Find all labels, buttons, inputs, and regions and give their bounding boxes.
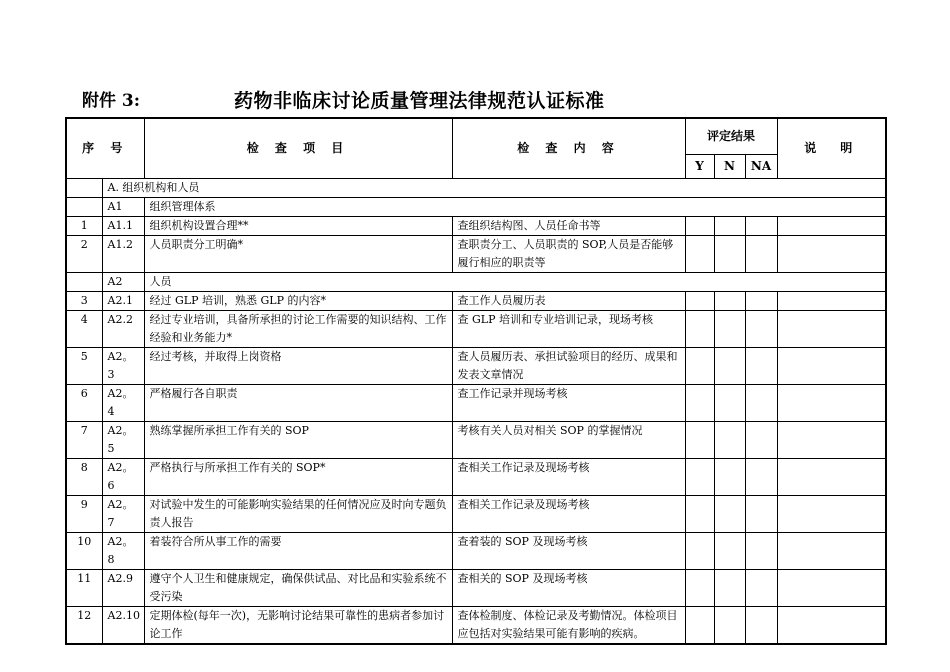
result-y-cell[interactable] <box>685 458 714 495</box>
attachment-label: 附件 3: <box>82 91 141 111</box>
table-row <box>66 606 886 644</box>
row-code: A2。4 <box>102 384 144 421</box>
row-number: 11 <box>66 569 102 606</box>
row-code: A2。3 <box>102 347 144 384</box>
result-y-cell[interactable] <box>685 569 714 606</box>
result-n-cell[interactable] <box>714 606 745 644</box>
row-number: 10 <box>66 532 102 569</box>
row-content: 查着装的 SOP 及现场考核 <box>452 532 685 569</box>
document-title: 药物非临床讨论质量管理法律规范认证标准 <box>234 90 605 112</box>
result-na-cell[interactable] <box>745 291 777 310</box>
checklist-table <box>65 117 887 645</box>
result-na-cell[interactable] <box>745 569 777 606</box>
blank-cell <box>66 178 102 197</box>
result-n-cell[interactable] <box>714 291 745 310</box>
row-content: 查人员履历表、承担试验项目的经历、成果和发表文章情况 <box>452 347 685 384</box>
blank-cell <box>66 197 102 216</box>
row-number: 12 <box>66 606 102 644</box>
row-content: 查相关工作记录及现场考核 <box>452 495 685 532</box>
result-n-cell[interactable] <box>714 458 745 495</box>
subsection-title: 人员 <box>144 272 886 291</box>
table-row <box>66 421 886 458</box>
row-item: 着装符合所从事工作的需要 <box>144 532 452 569</box>
table-row <box>66 458 886 495</box>
header-item: 检 查 项 目 <box>144 118 452 178</box>
note-cell[interactable] <box>777 458 886 495</box>
result-n-cell[interactable] <box>714 384 745 421</box>
table-row <box>66 569 886 606</box>
row-content: 查 GLP 培训和专业培训记录，现场考核 <box>452 310 685 347</box>
row-item: 经过 GLP 培训，熟悉 GLP 的内容* <box>144 291 452 310</box>
row-item: 组织机构设置合理** <box>144 216 452 235</box>
row-content: 考核有关人员对相关 SOP 的掌握情况 <box>452 421 685 458</box>
row-code: A2.2 <box>102 310 144 347</box>
table-body <box>66 178 886 644</box>
note-cell[interactable] <box>777 421 886 458</box>
result-na-cell[interactable] <box>745 310 777 347</box>
result-na-cell[interactable] <box>745 532 777 569</box>
result-y-cell[interactable] <box>685 235 714 272</box>
result-n-cell[interactable] <box>714 310 745 347</box>
result-y-cell[interactable] <box>685 347 714 384</box>
blank-cell <box>66 272 102 291</box>
row-number: 4 <box>66 310 102 347</box>
row-code: A2。7 <box>102 495 144 532</box>
row-number: 3 <box>66 291 102 310</box>
row-number: 7 <box>66 421 102 458</box>
note-cell[interactable] <box>777 235 886 272</box>
result-y-cell[interactable] <box>685 384 714 421</box>
row-content: 查工作人员履历表 <box>452 291 685 310</box>
subsection-code: A1 <box>102 197 144 216</box>
note-cell[interactable] <box>777 606 886 644</box>
section-title: A. 组织机构和人员 <box>102 178 886 197</box>
subsection-row <box>66 197 886 216</box>
result-na-cell[interactable] <box>745 458 777 495</box>
result-na-cell[interactable] <box>745 216 777 235</box>
note-cell[interactable] <box>777 495 886 532</box>
header-note: 说 明 <box>777 118 886 178</box>
row-number: 2 <box>66 235 102 272</box>
header-result: 评定结果 <box>685 118 777 154</box>
result-y-cell[interactable] <box>685 532 714 569</box>
result-n-cell[interactable] <box>714 235 745 272</box>
row-code: A1.2 <box>102 235 144 272</box>
header-content: 检 查 内 容 <box>452 118 685 178</box>
result-y-cell[interactable] <box>685 291 714 310</box>
row-item: 熟练掌握所承担工作有关的 SOP <box>144 421 452 458</box>
section-row <box>66 178 886 197</box>
row-content: 查体检制度、体检记录及考勤情况。体检项目应包括对实验结果可能有影响的疾病。 <box>452 606 685 644</box>
row-content: 查相关的 SOP 及现场考核 <box>452 569 685 606</box>
row-number: 1 <box>66 216 102 235</box>
table-row <box>66 291 886 310</box>
row-code: A2。6 <box>102 458 144 495</box>
result-y-cell[interactable] <box>685 216 714 235</box>
row-item: 人员职责分工明确* <box>144 235 452 272</box>
result-y-cell[interactable] <box>685 495 714 532</box>
note-cell[interactable] <box>777 347 886 384</box>
row-code: A2.1 <box>102 291 144 310</box>
result-n-cell[interactable] <box>714 216 745 235</box>
result-na-cell[interactable] <box>745 384 777 421</box>
row-number: 5 <box>66 347 102 384</box>
result-na-cell[interactable] <box>745 421 777 458</box>
subsection-title: 组织管理体系 <box>144 197 886 216</box>
row-content: 查工作记录并现场考核 <box>452 384 685 421</box>
row-number: 9 <box>66 495 102 532</box>
note-cell[interactable] <box>777 310 886 347</box>
row-code: A2。5 <box>102 421 144 458</box>
note-cell[interactable] <box>777 532 886 569</box>
result-n-cell[interactable] <box>714 421 745 458</box>
table-row <box>66 216 886 235</box>
row-code: A2.10 <box>102 606 144 644</box>
result-n-cell[interactable] <box>714 532 745 569</box>
result-y-cell[interactable] <box>685 421 714 458</box>
table-row <box>66 495 886 532</box>
result-na-cell[interactable] <box>745 347 777 384</box>
result-n-cell[interactable] <box>714 495 745 532</box>
row-item: 严格执行与所承担工作有关的 SOP* <box>144 458 452 495</box>
row-item: 遵守个人卫生和健康规定，确保供试品、对比品和实验系统不受污染 <box>144 569 452 606</box>
table-row <box>66 310 886 347</box>
note-cell[interactable] <box>777 291 886 310</box>
row-content: 查职责分工、人员职责的 SOP,人员是否能够履行相应的职责等 <box>452 235 685 272</box>
header-n: N <box>714 154 745 178</box>
header-y: Y <box>685 154 714 178</box>
table-row <box>66 347 886 384</box>
header-na: NA <box>745 154 777 178</box>
table-row <box>66 532 886 569</box>
row-item: 经过考核，并取得上岗资格 <box>144 347 452 384</box>
row-code: A1.1 <box>102 216 144 235</box>
result-y-cell[interactable] <box>685 606 714 644</box>
row-code: A2。8 <box>102 532 144 569</box>
subsection-code: A2 <box>102 272 144 291</box>
result-na-cell[interactable] <box>745 606 777 644</box>
result-na-cell[interactable] <box>745 235 777 272</box>
table-row <box>66 384 886 421</box>
note-cell[interactable] <box>777 384 886 421</box>
row-number: 6 <box>66 384 102 421</box>
row-item: 定期体检(每年一次)，无影响讨论结果可靠性的患病者参加讨论工作 <box>144 606 452 644</box>
row-code: A2.9 <box>102 569 144 606</box>
row-content: 查组织结构图、人员任命书等 <box>452 216 685 235</box>
page-header <box>82 86 882 112</box>
result-n-cell[interactable] <box>714 347 745 384</box>
result-na-cell[interactable] <box>745 495 777 532</box>
row-item: 对试验中发生的可能影响实验结果的任何情况应及时向专题负责人报告 <box>144 495 452 532</box>
table-row <box>66 235 886 272</box>
result-y-cell[interactable] <box>685 310 714 347</box>
row-item: 严格履行各自职责 <box>144 384 452 421</box>
row-number: 8 <box>66 458 102 495</box>
row-content: 查相关工作记录及现场考核 <box>452 458 685 495</box>
header-no: 序 号 <box>66 118 144 178</box>
subsection-row <box>66 272 886 291</box>
note-cell[interactable] <box>777 569 886 606</box>
result-n-cell[interactable] <box>714 569 745 606</box>
note-cell[interactable] <box>777 216 886 235</box>
row-item: 经过专业培训，具备所承担的讨论工作需要的知识结构、工作经验和业务能力* <box>144 310 452 347</box>
